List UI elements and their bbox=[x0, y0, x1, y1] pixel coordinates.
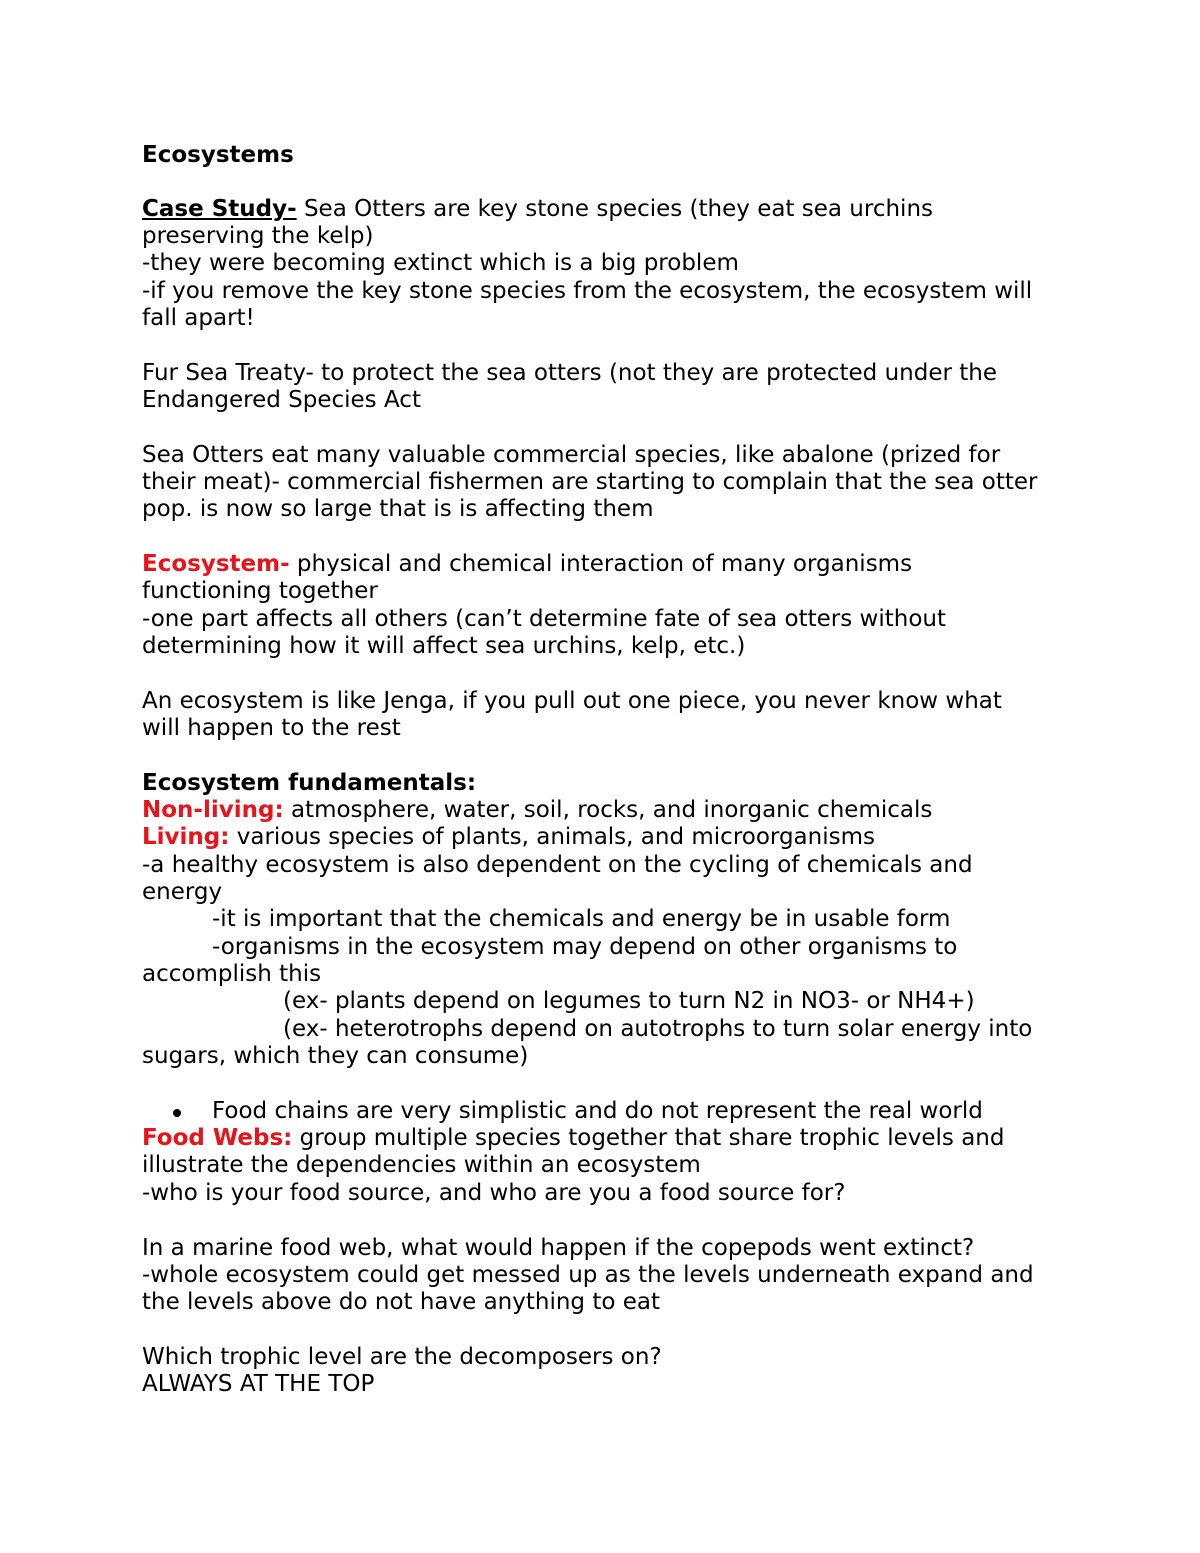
living-line bbox=[142, 824, 875, 851]
treaty-line-1: Fur Sea Treaty- to protect the sea otters (not they are protected under the bbox=[142, 360, 997, 386]
fundamentals-line-6: -organisms in the ecosystem may depend on other organisms to bbox=[212, 934, 958, 960]
fundamentals-line-5: -it is important that the chemicals and energy be in usable form bbox=[212, 906, 951, 932]
case-study-text: Sea Otters are key stone species (they eat sea urchins bbox=[296, 196, 934, 222]
case-study-line-5: fall apart! bbox=[142, 305, 255, 331]
food-webs-line-2: illustrate the dependencies within an ecosystem bbox=[142, 1152, 701, 1178]
case-study-line-2: preserving the kelp) bbox=[142, 223, 374, 249]
food-webs-line-3: -who is your food source, and who are you a food source for? bbox=[142, 1180, 846, 1206]
ecosystem-def-line-3: -one part affects all others (can’t determine fate of sea otters without bbox=[142, 606, 947, 632]
fundamentals-heading: Ecosystem fundamentals: bbox=[142, 770, 477, 796]
food-webs-label: Food Webs: bbox=[142, 1125, 293, 1151]
jenga-line-1: An ecosystem is like Jenga, if you pull out one piece, you never know what bbox=[142, 688, 1002, 714]
bullet-icon bbox=[173, 1109, 181, 1117]
fundamentals-line-9: (ex- heterotrophs depend on autotrophs to turn solar energy into bbox=[283, 1016, 1033, 1042]
living-label: Living: bbox=[142, 824, 230, 850]
treaty-line-2: Endangered Species Act bbox=[142, 387, 421, 413]
living-text: various species of plants, animals, and microorganisms bbox=[229, 824, 875, 850]
fundamentals-line-7: accomplish this bbox=[142, 961, 322, 987]
case-study-label: Case Study- bbox=[142, 196, 297, 222]
page-title: Ecosystems bbox=[142, 142, 294, 168]
ecosystem-def-label: Ecosystem- bbox=[142, 551, 290, 577]
fundamentals-line-3: -a healthy ecosystem is also dependent on the cycling of chemicals and bbox=[142, 852, 973, 878]
ecosystem-def-line-2: functioning together bbox=[142, 578, 378, 604]
commercial-line-3: pop. is now so large that is is affecting them bbox=[142, 496, 654, 522]
fundamentals-line-10: sugars, which they can consume) bbox=[142, 1043, 529, 1069]
case-study-line-4: -if you remove the key stone species from the ecosystem, the ecosystem will bbox=[142, 278, 1033, 304]
copepods-line-2: -whole ecosystem could get messed up as the levels underneath expand and bbox=[142, 1262, 1034, 1288]
copepods-line-3: the levels above do not have anything to eat bbox=[142, 1289, 661, 1315]
food-webs-text: group multiple species together that share trophic levels and bbox=[292, 1125, 1005, 1151]
fundamentals-line-8: (ex- plants depend on legumes to turn N2 in NO3- or NH4+) bbox=[283, 988, 975, 1014]
ecosystem-def-line-4: determining how it will affect sea urchins, kelp, etc.) bbox=[142, 633, 746, 659]
case-study-line-1 bbox=[142, 196, 933, 223]
case-study-line-3: -they were becoming extinct which is a big problem bbox=[142, 250, 739, 276]
ecosystem-def-text: physical and chemical interaction of many organisms bbox=[289, 551, 913, 577]
nonliving-text: atmosphere, water, soil, rocks, and inorganic chemicals bbox=[283, 797, 933, 823]
food-chains-bullet: Food chains are very simplistic and do not represent the real world bbox=[212, 1098, 983, 1124]
nonliving-label: Non-living: bbox=[142, 797, 284, 823]
copepods-line-1: In a marine food web, what would happen if the copepods went extinct? bbox=[142, 1235, 975, 1261]
jenga-line-2: will happen to the rest bbox=[142, 715, 401, 741]
commercial-line-2: their meat)- commercial fishermen are starting to complain that the sea otter bbox=[142, 469, 1038, 495]
decomposers-question: Which trophic level are the decomposers on? bbox=[142, 1344, 662, 1370]
ecosystem-def-line-1 bbox=[142, 551, 912, 578]
food-webs-line-1 bbox=[142, 1125, 1004, 1152]
fundamentals-line-4: energy bbox=[142, 879, 223, 905]
commercial-line-1: Sea Otters eat many valuable commercial species, like abalone (prized for bbox=[142, 442, 1001, 468]
decomposers-answer: ALWAYS AT THE TOP bbox=[142, 1371, 375, 1397]
nonliving-line bbox=[142, 797, 932, 824]
